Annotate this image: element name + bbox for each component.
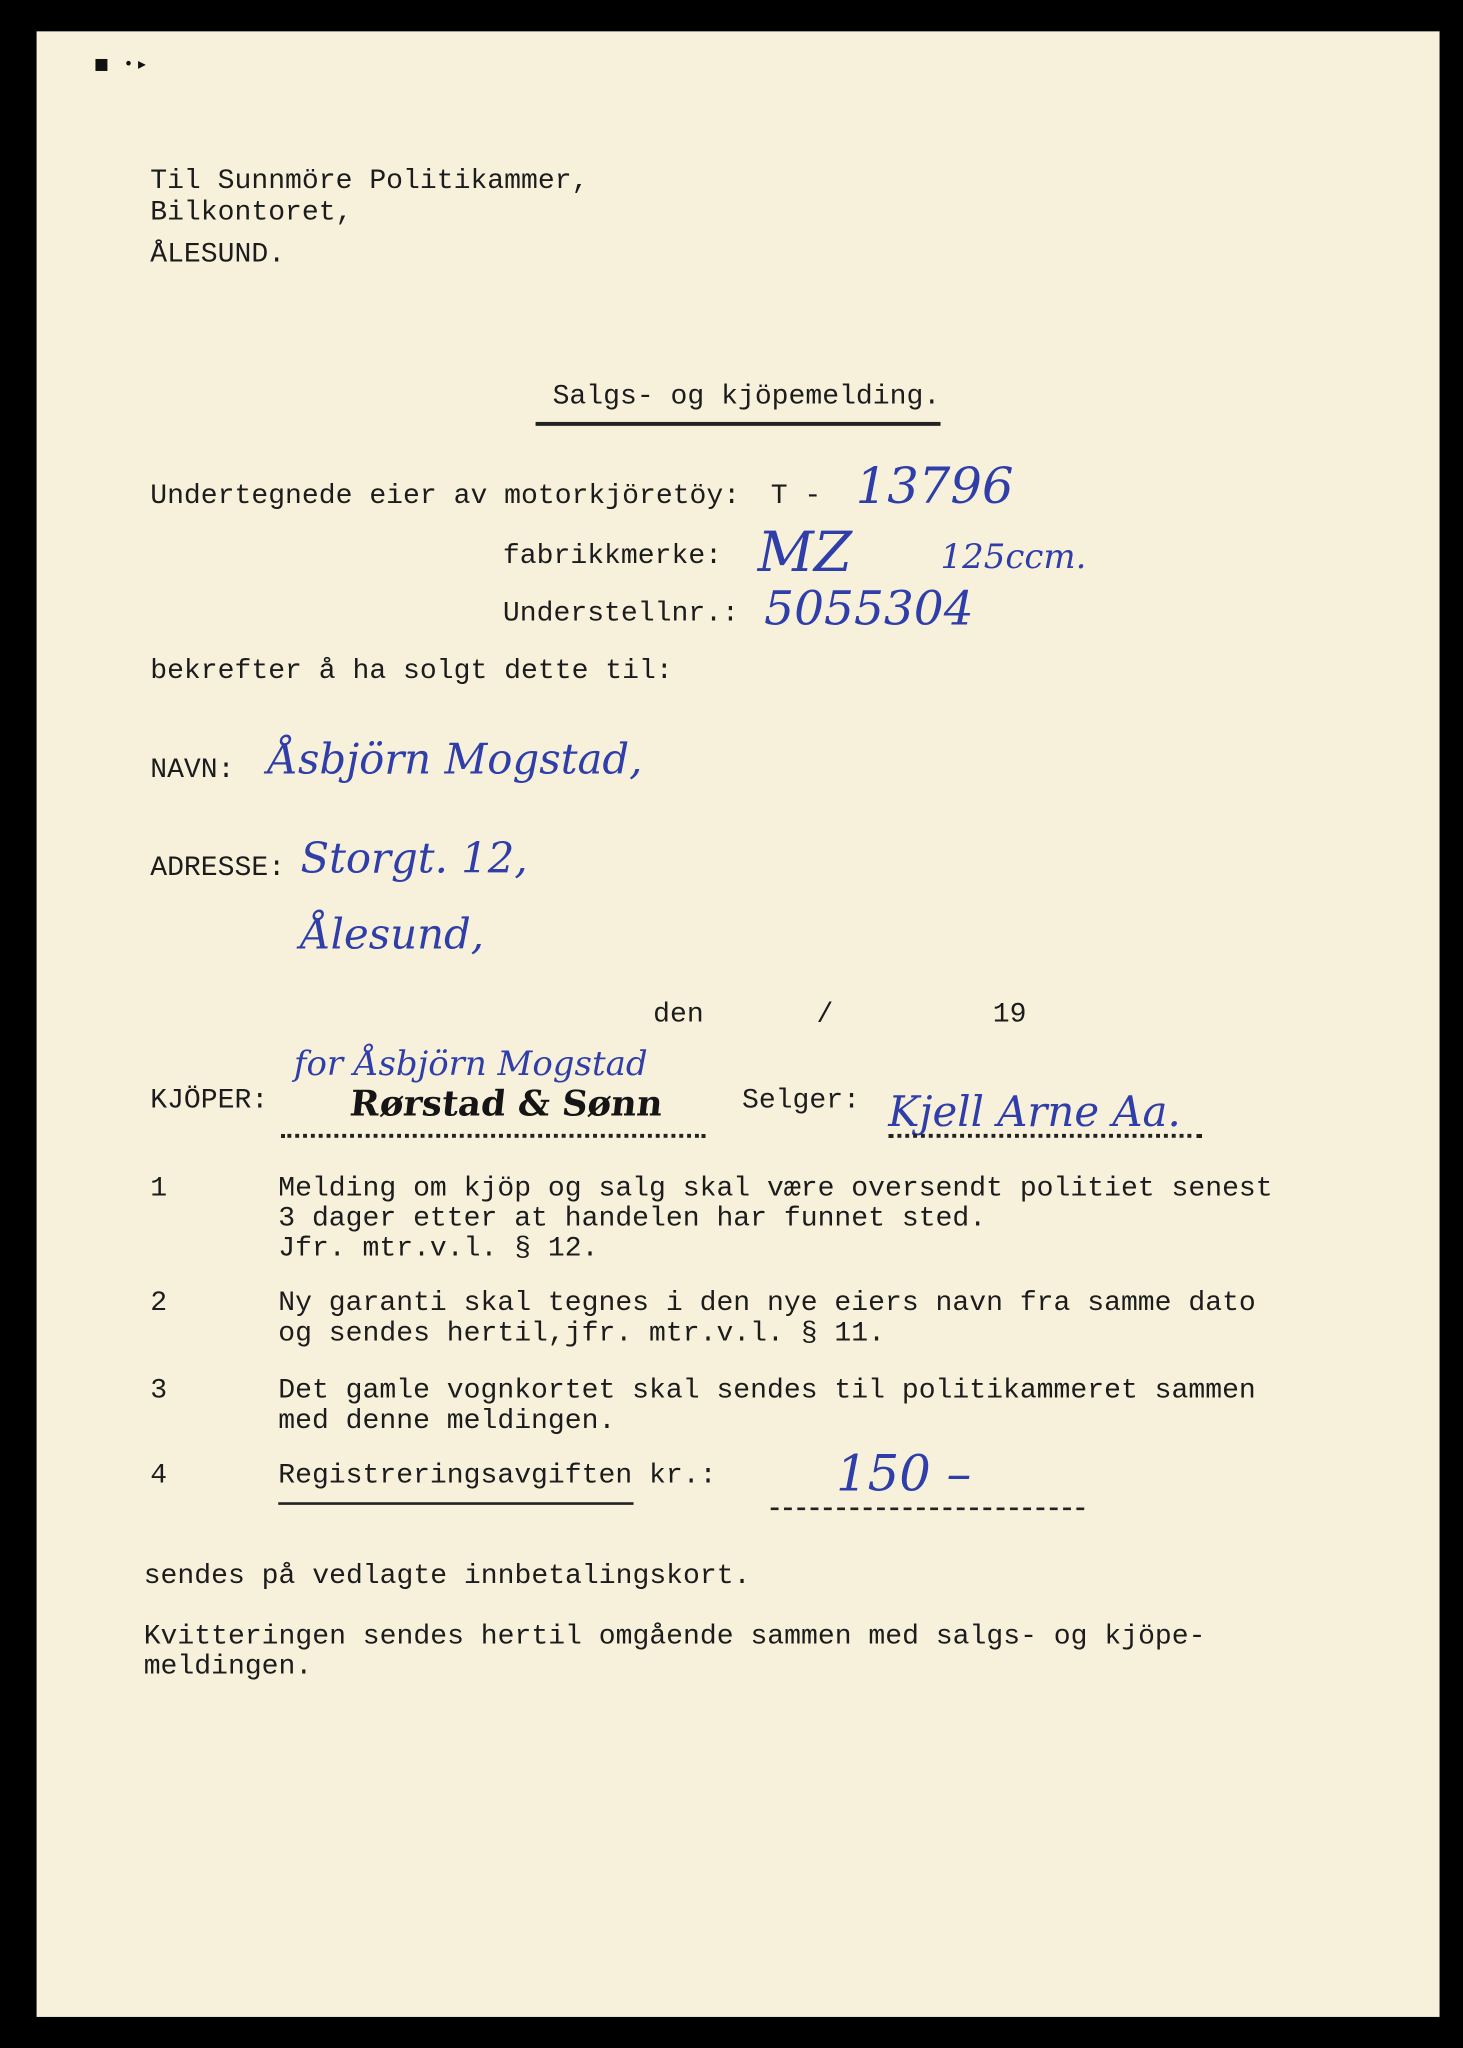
address-line-1: Til Sunnmöre Politikammer, [150, 165, 589, 198]
date-den: den [653, 999, 704, 1031]
item-3-number: 3 [150, 1375, 168, 1407]
item-2-number: 2 [150, 1288, 168, 1320]
item-2-line-1: Ny garanti skal tegnes i den nye eiers navn fra samme dato [278, 1288, 1256, 1320]
name-value-handwritten: Åsbjörn Mogstad, [267, 734, 643, 784]
buyer-stamp: Rørstad & Sønn [347, 1084, 665, 1125]
name-label: NAVN: [150, 755, 235, 787]
footer-line-1: sendes på vedlagte innbetalingskort. [143, 1561, 751, 1593]
address-label: ADRESSE: [150, 853, 286, 885]
item-4-line-1: Registreringsavgiften kr.: [278, 1460, 717, 1492]
on-behalf-handwritten: for Åsbjörn Mogstad [293, 1045, 648, 1085]
date-slash: / [816, 999, 834, 1031]
make-extra-handwritten: 125ccm. [940, 538, 1087, 578]
item-1-line-2: 3 dager etter at handelen har funnet sted. [278, 1203, 987, 1235]
date-year: 19 [992, 999, 1027, 1031]
item-1-line-1: Melding om kjöp og salg skal være oversendt politiet senest [278, 1173, 1273, 1205]
punch-marks: ■ • ▸ [94, 54, 146, 74]
item-4-number: 4 [150, 1460, 168, 1492]
chassis-label: Understellnr.: [502, 598, 739, 630]
buyer-signature-line [281, 1134, 706, 1138]
fee-label-underline [278, 1502, 633, 1505]
seller-signature-line [888, 1134, 1202, 1138]
address-line-3: ÅLESUND. [150, 239, 286, 271]
title-underline [536, 422, 941, 426]
confirm-text: bekrefter å ha solgt dette til: [150, 655, 673, 688]
buyer-label: KJÖPER: [150, 1085, 269, 1117]
address-value-line-2: Ålesund, [300, 909, 485, 959]
address-line-2: Bilkontoret, [150, 197, 353, 229]
fee-value-handwritten: 150 – [836, 1444, 972, 1503]
address-value-line-1: Storgt. 12, [300, 833, 528, 884]
item-3-line-2: med denne meldingen. [278, 1405, 616, 1437]
make-value-handwritten: MZ [757, 519, 852, 584]
item-3-line-1: Det gamle vognkortet skal sendes til politikammeret sammen [278, 1375, 1256, 1407]
chassis-value-handwritten: 5055304 [764, 582, 974, 637]
item-1-number: 1 [150, 1173, 168, 1205]
item-2-line-2: og sendes hertil,jfr. mtr.v.l. § 11. [278, 1318, 885, 1350]
seller-label: Selger: [741, 1085, 860, 1117]
document-paper [37, 31, 1440, 2017]
make-label: fabrikkmerke: [502, 540, 723, 573]
reg-number-handwritten: 13796 [855, 457, 1014, 515]
owner-label: Undertegnede eier av motorkjöretöy: [150, 480, 741, 513]
footer-line-3: meldingen. [143, 1651, 313, 1683]
seller-signature: Kjell Arne Aa. [888, 1086, 1181, 1137]
document-title: Salgs- og kjöpemelding. [552, 381, 941, 413]
fee-dashed-line [771, 1507, 1085, 1510]
footer-line-2: Kvitteringen sendes hertil omgående sammen med salgs- og kjöpe- [143, 1621, 1206, 1653]
reg-prefix: T - [770, 480, 822, 513]
item-1-line-3: Jfr. mtr.v.l. § 12. [278, 1233, 599, 1265]
